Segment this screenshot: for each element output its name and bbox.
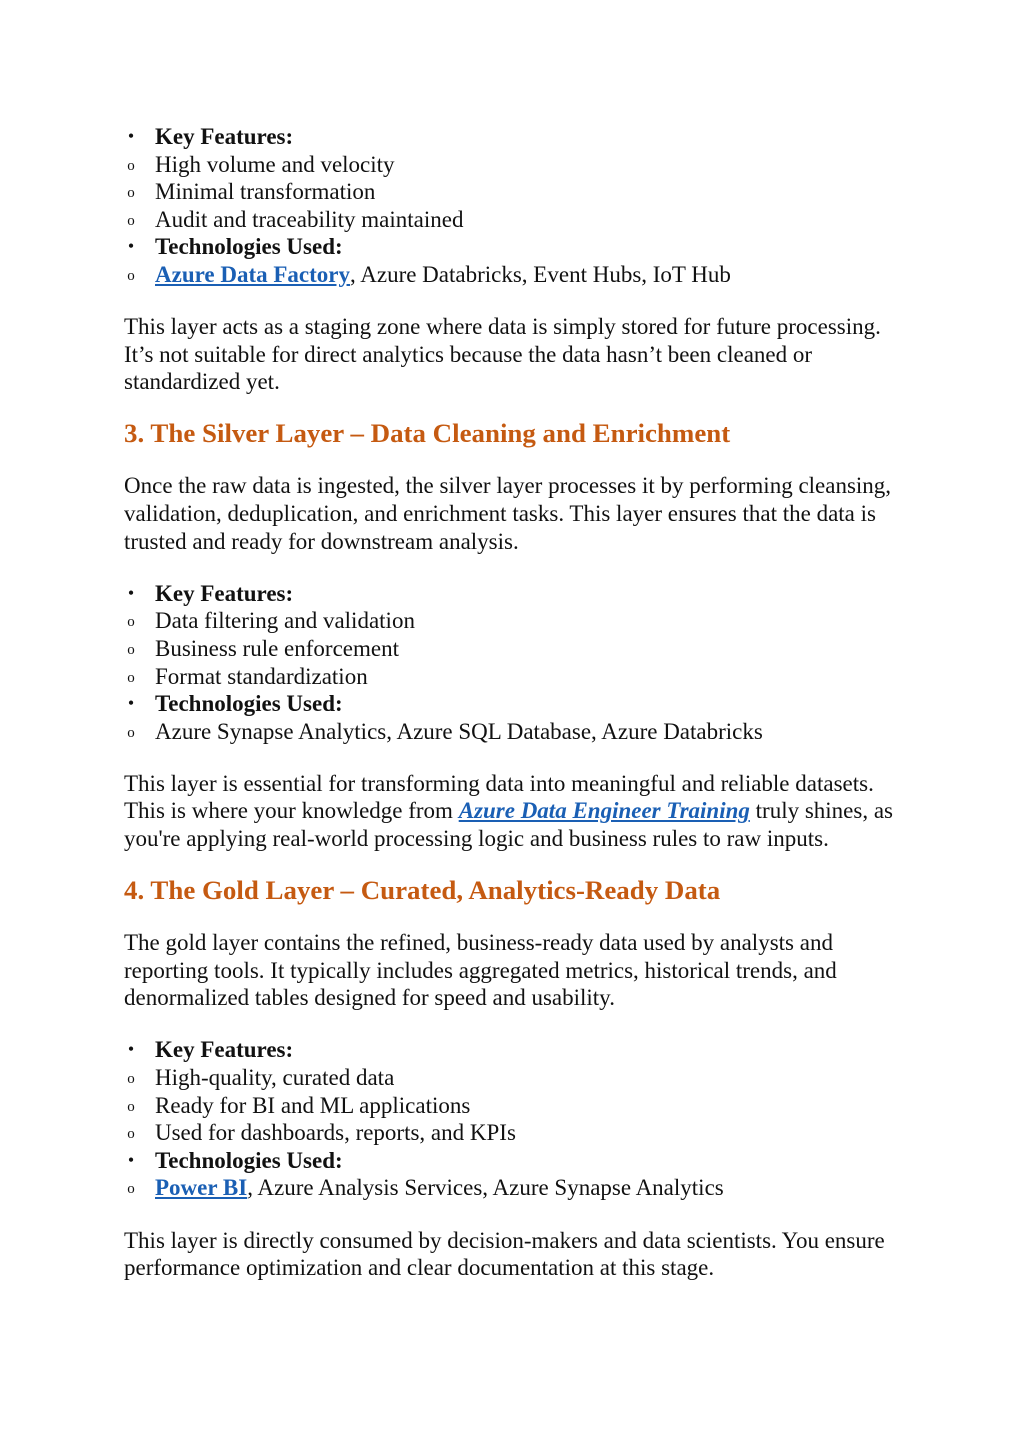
feature-text: High-quality, curated data: [155, 1065, 395, 1091]
technologies-text: , Azure Analysis Services, Azure Synapse Analytics: [247, 1175, 724, 1201]
list-item: [124, 607, 914, 635]
list-item: [124, 178, 914, 206]
technologies-text: Azure Synapse Analytics, Azure SQL Database, Azure Databricks: [155, 718, 763, 744]
summary-text: truly shines, as you're applying real-world processing logic and business rules to raw inputs.: [124, 798, 893, 851]
bullet-marker: •: [127, 1149, 135, 1170]
sub-bullet-marker: o: [127, 1181, 135, 1198]
bullet-marker: •: [127, 1039, 135, 1060]
technologies-label: Technologies Used:: [155, 691, 343, 717]
azure-data-factory-link[interactable]: Azure Data Factory: [155, 261, 351, 287]
sub-bullet-marker: o: [127, 669, 135, 686]
technologies-text: , Azure Databricks, Event Hubs, IoT Hub: [350, 261, 731, 287]
list-item: [124, 690, 914, 718]
spacer: [124, 1012, 914, 1037]
spacer: [124, 555, 914, 580]
list-item: [124, 151, 914, 179]
sub-bullet-marker: o: [127, 641, 135, 658]
spacer: [124, 853, 914, 878]
list-item: [124, 718, 914, 746]
bullet-marker: •: [127, 582, 135, 603]
spacer: [124, 745, 914, 770]
feature-text: Used for dashboards, reports, and KPIs: [155, 1120, 516, 1146]
spacer: [124, 289, 914, 314]
list-item: [124, 261, 914, 289]
spacer: [124, 396, 914, 421]
feature-text: Data filtering and validation: [155, 608, 415, 634]
feature-text: Business rule enforcement: [155, 635, 399, 661]
sub-bullet-marker: o: [127, 1071, 135, 1088]
sub-bullet-marker: o: [127, 614, 135, 631]
spacer: [124, 905, 914, 930]
sub-bullet-marker: o: [127, 724, 135, 741]
gold-heading: 4. The Gold Layer – Curated, Analytics-Ready Data: [124, 875, 721, 906]
sub-bullet-marker: o: [127, 157, 135, 174]
sub-bullet-marker: o: [127, 212, 135, 229]
silver-summary: [124, 770, 914, 853]
feature-text: Format standardization: [155, 663, 368, 689]
bronze-summary: This layer acts as a staging zone where data is simply stored for future processing. It’s not suitable for direct analytics because the data hasn’t been cleaned or standardized yet.: [124, 314, 881, 395]
key-features-label: Key Features:: [155, 1037, 294, 1063]
bullet-marker: •: [127, 126, 135, 146]
key-features-label: Key Features:: [155, 124, 294, 149]
list-item: [124, 1064, 914, 1092]
list-item: [124, 1092, 914, 1120]
gold-intro: The gold layer contains the refined, business-ready data used by analysts and reporting tools. It typically includes aggregated metrics, historical trends, and denormalized tables designed for speed and usability.: [124, 930, 837, 1011]
silver-intro: Once the raw data is ingested, the silver layer processes it by performing cleansing, validation, deduplication, and enrichment tasks. This layer ensures that the data is trusted and ready for downstream analysis.: [124, 473, 892, 554]
spacer: [124, 448, 914, 473]
list-item: [124, 1119, 914, 1147]
azure-data-engineer-training-link[interactable]: Azure Data Engineer Training: [458, 798, 750, 824]
spacer: [124, 1202, 914, 1227]
power-bi-link[interactable]: Power BI: [155, 1175, 248, 1201]
silver-heading: 3. The Silver Layer – Data Cleaning and Enrichment: [124, 418, 731, 449]
list-item: [124, 206, 914, 234]
feature-text: Minimal transformation: [155, 179, 376, 205]
feature-text: Audit and traceability maintained: [155, 206, 464, 232]
gold-summary: This layer is directly consumed by decision-makers and data scientists. You ensure performance optimization and clear documentation at this stage.: [124, 1227, 885, 1281]
sub-bullet-marker: o: [127, 185, 135, 202]
list-item: [124, 663, 914, 691]
document-page: [124, 123, 914, 1282]
list-item: [124, 635, 914, 663]
technologies-label: Technologies Used:: [155, 1147, 343, 1173]
sub-bullet-marker: o: [127, 267, 135, 284]
sub-bullet-marker: o: [127, 1126, 135, 1143]
key-features-label: Key Features:: [155, 580, 294, 606]
list-item: [124, 233, 914, 261]
bullet-marker: •: [127, 236, 135, 257]
feature-text: High volume and velocity: [155, 151, 395, 177]
technologies-label: Technologies Used:: [155, 234, 343, 260]
summary-text: This layer is essential for transforming data into meaningful and reliable datasets. This is where your knowledge from: [124, 770, 874, 824]
list-item: [124, 1147, 914, 1175]
sub-bullet-marker: o: [127, 1098, 135, 1115]
list-item: [124, 123, 914, 151]
list-item: [124, 580, 914, 608]
list-item: [124, 1036, 914, 1064]
list-item: [124, 1174, 914, 1202]
bullet-marker: •: [127, 693, 135, 714]
feature-text: Ready for BI and ML applications: [155, 1092, 471, 1118]
